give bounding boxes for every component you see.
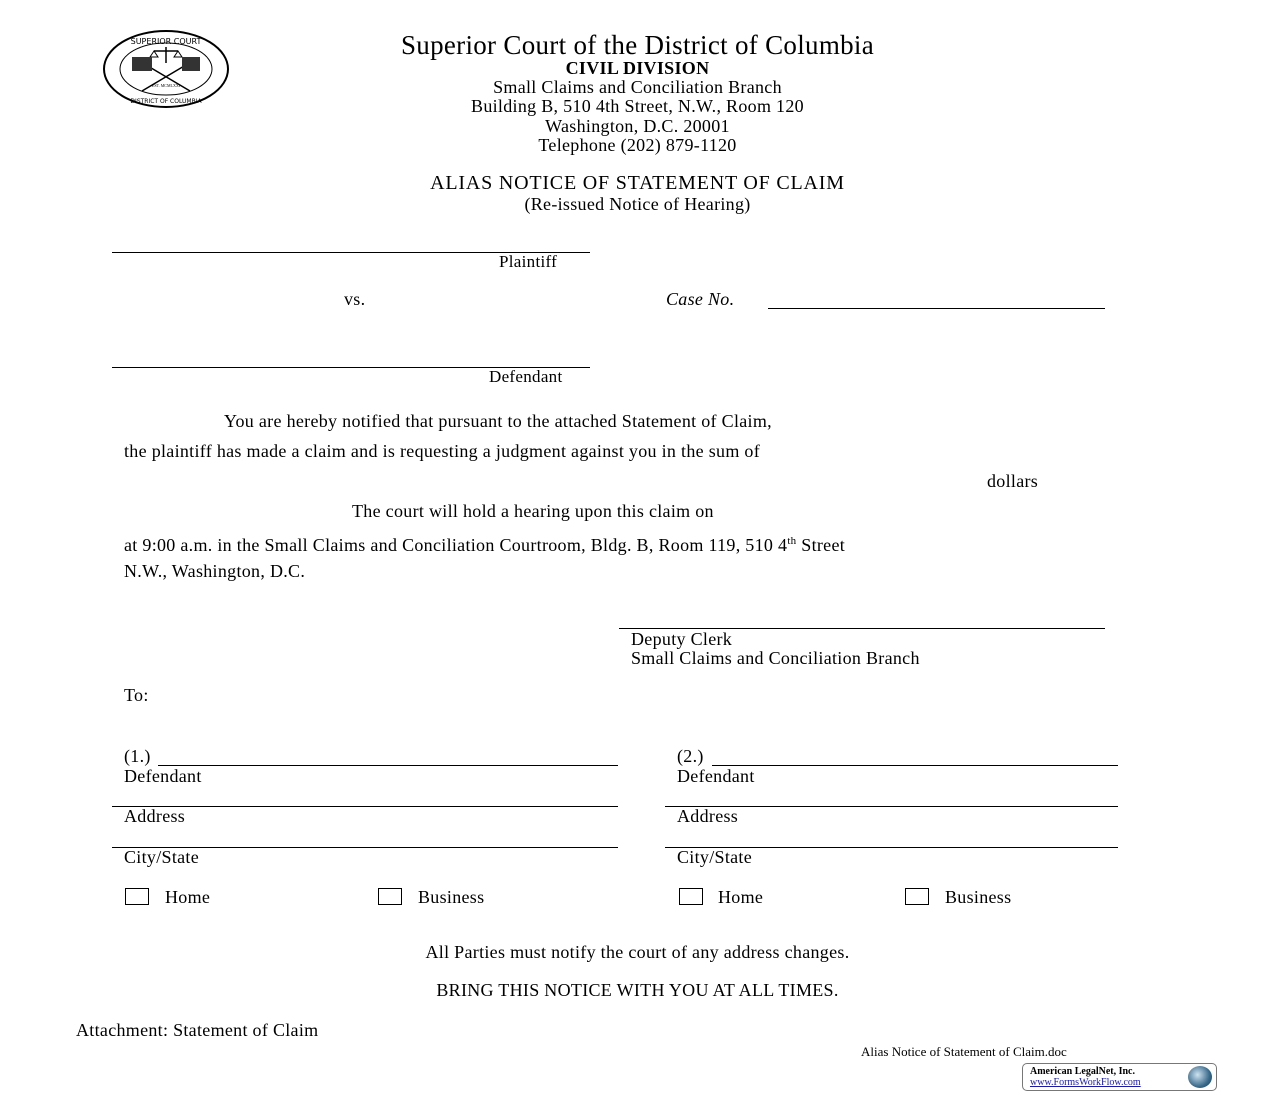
clerk-branch: Small Claims and Conciliation Branch [631, 648, 920, 668]
party-2-name-field[interactable] [712, 765, 1118, 766]
seal-text-bottom: DISTRICT OF COLUMBIA [130, 98, 202, 105]
document-title: ALIAS NOTICE OF STATEMENT OF CLAIM [430, 172, 845, 194]
legalnet-logo[interactable] [1022, 1063, 1217, 1091]
party-1-address-field[interactable] [112, 806, 618, 807]
clerk-title: Deputy Clerk [631, 629, 733, 649]
address-line-1: Building B, 510 4th Street, N.W., Room 120 [471, 96, 804, 116]
telephone: Telephone (202) 879-1120 [538, 135, 737, 155]
branch: Small Claims and Conciliation Branch [493, 77, 782, 97]
party-1-number: (1.) [124, 746, 151, 766]
case-no-field[interactable] [768, 308, 1105, 309]
body-line-4-sup: th [787, 535, 797, 547]
body-line-4 [124, 531, 845, 555]
party-1-address-label: Address [124, 806, 186, 826]
party-2-business-label: Business [945, 887, 1012, 907]
party-2-home-label: Home [718, 887, 764, 907]
body-line-4b: Street [796, 535, 846, 555]
seal-text-center: EST. MCMLXXI [151, 83, 181, 88]
party-1-business-checkbox[interactable] [378, 888, 402, 905]
bring-notice: BRING THIS NOTICE WITH YOU AT ALL TIMES. [436, 980, 839, 1000]
party-2-number: (2.) [677, 746, 704, 766]
party-2-business-checkbox[interactable] [905, 888, 929, 905]
body-line-1: You are hereby notified that pursuant to the attached Statement of Claim, [224, 411, 772, 431]
court-name: Superior Court of the District of Columbia [400, 30, 875, 60]
party-2-defendant-label: Defendant [677, 766, 755, 786]
attachment-label: Attachment: Statement of Claim [76, 1020, 319, 1040]
party-2-address-label: Address [677, 806, 739, 826]
party-1-city-label: City/State [124, 847, 199, 867]
dollars-label: dollars [987, 471, 1039, 491]
case-no-label: Case No. [666, 289, 735, 309]
document-subtitle: (Re-issued Notice of Hearing) [524, 194, 751, 214]
body-line-2: the plaintiff has made a claim and is requesting a judgment against you in the sum of [124, 441, 761, 461]
party-1-home-checkbox[interactable] [125, 888, 149, 905]
division: CIVIL DIVISION [565, 58, 710, 78]
plaintiff-label: Plaintiff [499, 252, 558, 271]
party-1-business-label: Business [418, 887, 485, 907]
party-1-defendant-label: Defendant [124, 766, 202, 786]
vs-label: vs. [344, 289, 366, 309]
body-line-5: N.W., Washington, D.C. [124, 561, 306, 581]
address-change-notice: All Parties must notify the court of any address changes. [425, 942, 850, 962]
globe-icon [1188, 1066, 1212, 1088]
address-line-2: Washington, D.C. 20001 [545, 116, 730, 136]
party-1-home-label: Home [165, 887, 211, 907]
party-2-home-checkbox[interactable] [679, 888, 703, 905]
to-label: To: [124, 685, 149, 705]
footer-filename: Alias Notice of Statement of Claim.doc [861, 1044, 1067, 1059]
defendant-label: Defendant [489, 367, 563, 386]
body-line-4a: at 9:00 a.m. in the Small Claims and Conciliation Courtroom, Bldg. B, Room 119, 510 4 [124, 535, 788, 555]
party-2-city-label: City/State [677, 847, 752, 867]
seal-text-top: SUPERIOR COURT [130, 37, 202, 46]
party-1-name-field[interactable] [158, 765, 618, 766]
footer-company: American LegalNet, Inc. [1030, 1066, 1135, 1077]
body-line-3: The court will hold a hearing upon this claim on [352, 501, 714, 521]
footer-url[interactable]: www.FormsWorkFlow.com [1030, 1077, 1141, 1088]
